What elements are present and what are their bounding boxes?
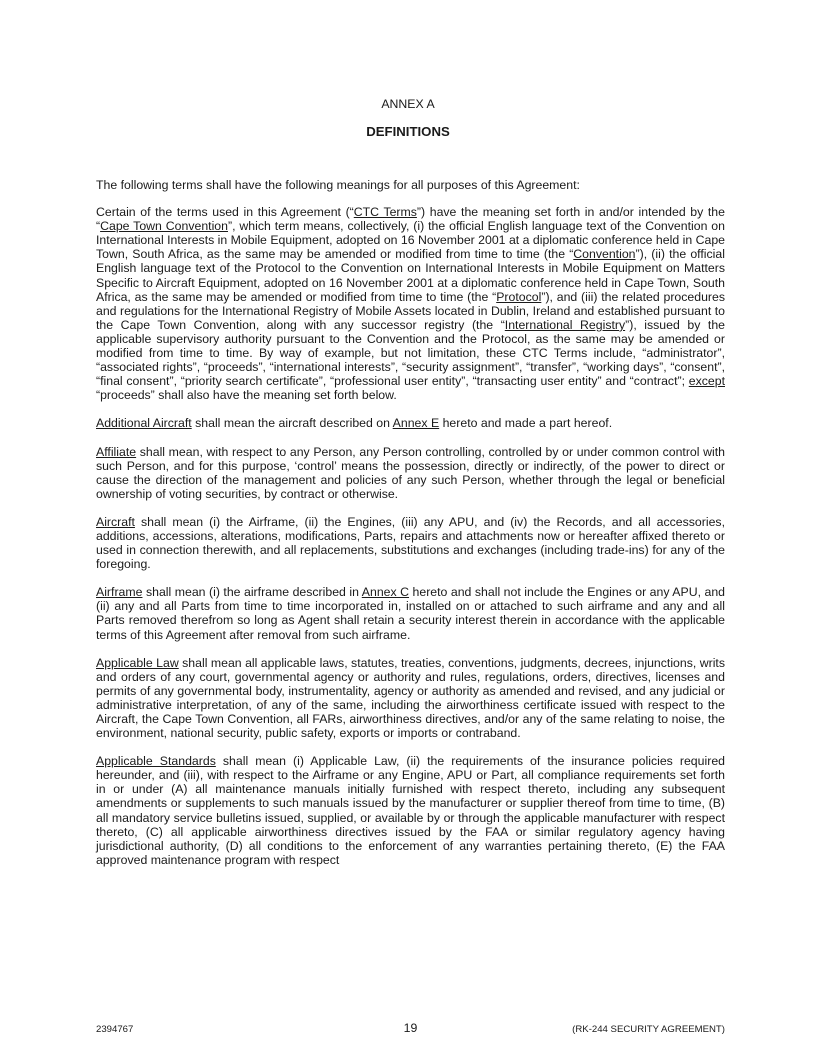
page-number: 19 <box>403 1021 418 1035</box>
definition-airframe <box>96 585 725 641</box>
text-run: ”), (ii) the official English language text of the Protocol to the Convention on International Interests in Mobile Equipment on Matters Specific to Aircraft Equipment, adopted on 16 November 2001 at a diplomatic conference held in Cape Town, South Africa, as the same may be amended or modified from time to time (the “ <box>96 247 725 304</box>
defined-term: Affiliate <box>96 444 137 459</box>
text-run: ”), and (iii) the related procedures and regulations for the International Registry of Mobile Assets located in Dublin, Ireland and established pursuant to the Cape Town Convention, along with any successor registry (the “ <box>96 289 725 332</box>
intro-paragraph: The following terms shall have the following meanings for all purposes of this Agreement: <box>96 178 580 192</box>
definition-text: shall mean the aircraft described on <box>191 416 393 431</box>
text-run: “proceeds” shall also have the meaning set forth below. <box>96 388 397 403</box>
text-run: Certain of the terms used in this Agreement (“ <box>96 205 354 220</box>
defined-term-ctc-terms: CTC Terms <box>353 205 417 220</box>
defined-term: Applicable Law <box>96 655 179 670</box>
defined-term: Airframe <box>96 585 143 600</box>
definition-text: hereto and made a part hereof. <box>439 416 613 431</box>
document-number: 2394767 <box>96 1024 134 1035</box>
text-run: ”, which term means, collectively, (i) the official English language text of the Convention on International Interests in Mobile Equipment, adopted on 16 November 2001 at a diplomatic conference held in Cape Town, South Africa, as the same may be amended or modified from time to time (the “ <box>96 219 725 262</box>
defined-term: Aircraft <box>96 514 135 529</box>
text-run: ”) have the meaning set forth in and/or intended by the “ <box>96 205 725 234</box>
defined-term-convention: Convention <box>573 247 636 262</box>
definition-text: shall mean, with respect to any Person, any Person controlling, controlled by or under common control with such Person, and for this purpose, ‘control’ means the possession, directly or indirectly, of the power to direct or cause the direction of the management and policies of any such Person, whether through the legal or beneficial ownership of voting securities, by contract or otherwise. <box>96 444 725 501</box>
defined-term: Additional Aircraft <box>96 416 192 431</box>
definition-applicable-law <box>96 656 725 741</box>
text-run: ”), issued by the applicable supervisory authority pursuant to the Convention and the Protocol, as the same may be amended or modified from time to time. By way of example, but not limitation, these CTC Terms include, “administrator”, “associated rights”, “proceeds”, “international interests”, “security assignment”, “transfer”, “working days”, “consent”, “final consent”, “priority search certificate”, “professional user entity”, “transacting user entity” and “contract”; <box>96 317 725 389</box>
ctc-terms-paragraph <box>96 205 725 402</box>
annex-label: ANNEX A <box>381 97 435 111</box>
page-title: DEFINITIONS <box>366 124 450 139</box>
definition-affiliate <box>96 445 725 501</box>
document-body <box>96 178 725 881</box>
definition-text: shall mean (i) the Airframe, (ii) the Engines, (iii) any APU, and (iv) the Records, and all accessories, additions, accessions, alterations, modifications, Parts, repairs and attachments now or hereafter affixed thereto or used in connection therewith, and all replacements, substitutions and exchanges (including trade-ins) for any of the foregoing. <box>96 514 725 572</box>
defined-term: Applicable Standards <box>96 754 216 769</box>
definition-aircraft <box>96 515 725 571</box>
definition-text: shall mean (i) the airframe described in <box>142 585 362 600</box>
emphasis-except: except <box>688 374 725 389</box>
defined-term-protocol: Protocol <box>496 289 542 304</box>
defined-term-cape-town-convention: Cape Town Convention <box>100 219 228 234</box>
definition-text: hereto and shall not include the Engines or any APU, and (ii) any and all Parts from time to time incorporated in, installed on or attached to such airframe and any and all Parts removed therefrom so long as Agent shall retain a security interest therein in accordance with the applicable terms of this Agreement after removal from such airframe. <box>96 585 725 642</box>
defined-term-international-registry: International Registry <box>504 317 626 332</box>
document-title: (RK-244 SECURITY AGREEMENT) <box>572 1024 725 1035</box>
definition-additional-aircraft <box>96 416 725 430</box>
definition-text: shall mean all applicable laws, statutes, treaties, conventions, judgments, decrees, injunctions, writs and orders of any court, governmental agency or authority and rules, regulations, orders, directives, licenses and permits of any governmental body, instrumentality, agency or authority as amended and revised, and any judicial or administrative interpretation, of any of the same, including the airworthiness certificate issued with respect to the Aircraft, the Cape Town Convention, all FARs, airworthiness directives, and/or any of the same relating to noise, the environment, national security, public safety, exports or imports or contraband. <box>96 655 725 741</box>
definition-applicable-standards <box>96 754 725 867</box>
annex-reference: Annex C <box>361 585 410 600</box>
definition-text: shall mean (i) Applicable Law, (ii) the requirements of the insurance policies required hereunder, and (iii), with respect to the Airframe or any Engine, APU or Part, all compliance requirements set forth in or under (A) all maintenance manuals initially furnished with respect thereto, including any subsequent amendments or supplements to such manuals issued by the manufacturer or supplier thereof from time to time, (B) all mandatory service bulletins issued, supplied, or available by or through the applicable manufacturer with respect thereto, (C) all applicable airworthiness directives issued by the FAA or similar regulatory agency having jurisdictional authority, (D) all conditions to the enforcement of any warranties pertaining thereto, (E) the FAA approved maintenance program with respect <box>96 754 725 867</box>
annex-reference: Annex E <box>392 416 440 431</box>
